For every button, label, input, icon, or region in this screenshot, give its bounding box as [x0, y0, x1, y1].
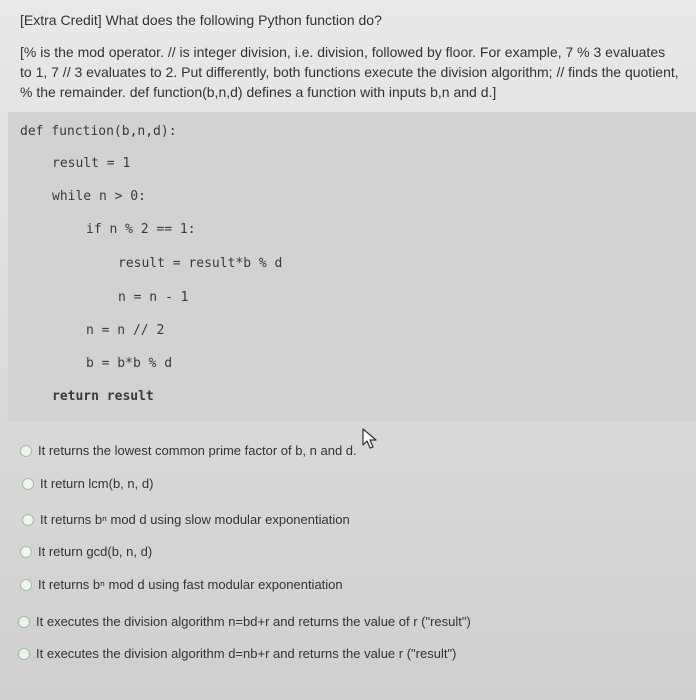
- code-line-5: result = result*b % d: [118, 256, 283, 271]
- code-line-2: result = 1: [52, 156, 131, 171]
- code-line-4: if n % 2 == 1:: [86, 222, 196, 237]
- code-line-1: def function(b,n,d):: [20, 124, 177, 139]
- radio-button-3[interactable]: [22, 514, 34, 526]
- option-6-label: It executes the division algorithm n=bd+r and returns the value of r ("result"): [36, 614, 471, 629]
- radio-button-4[interactable]: [20, 546, 32, 558]
- option-2[interactable]: [22, 476, 153, 491]
- radio-button-5[interactable]: [20, 579, 32, 591]
- option-7[interactable]: [18, 646, 456, 661]
- option-2-label: It return lcm(b, n, d): [40, 476, 154, 491]
- option-3[interactable]: [22, 512, 350, 527]
- code-line-3: while n > 0:: [52, 189, 146, 204]
- radio-button-6[interactable]: [18, 616, 30, 628]
- code-line-6: n = n - 1: [118, 290, 189, 305]
- question-title: [Extra Credit] What does the following Python function do?: [20, 12, 382, 28]
- option-1[interactable]: [20, 443, 357, 458]
- code-line-8: b = b*b % d: [86, 356, 173, 371]
- question-note: [% is the mod operator. // is integer division, i.e. division, followed by floor. For example, 7 % 3 evaluates to 1, 7 // 3 evaluates to 2. Put differently, both functions execute the division algorithm; // finds the quotient, % the remainder. def function(b,n,d) defines a function with inputs b,n and d.]: [20, 44, 679, 100]
- option-7-label: It executes the division algorithm d=nb+r and returns the value r ("result"): [36, 646, 457, 661]
- code-line-9: return result: [52, 389, 154, 404]
- radio-button-2[interactable]: [22, 478, 34, 490]
- mouse-pointer-icon: [362, 428, 378, 450]
- option-1-label: It returns the lowest common prime factor of b, n and d.: [38, 443, 357, 458]
- option-4-label: It return gcd(b, n, d): [38, 544, 153, 559]
- option-3-label: It returns bⁿ mod d using slow modular exponentiation: [40, 512, 350, 527]
- code-line-7: n = n // 2: [86, 323, 165, 338]
- option-5-label: It returns bⁿ mod d using fast modular exponentiation: [38, 577, 343, 592]
- radio-button-7[interactable]: [18, 648, 30, 660]
- option-4[interactable]: [20, 544, 152, 559]
- option-5[interactable]: [20, 577, 343, 592]
- radio-button-1[interactable]: [20, 445, 32, 457]
- option-6[interactable]: [18, 614, 471, 629]
